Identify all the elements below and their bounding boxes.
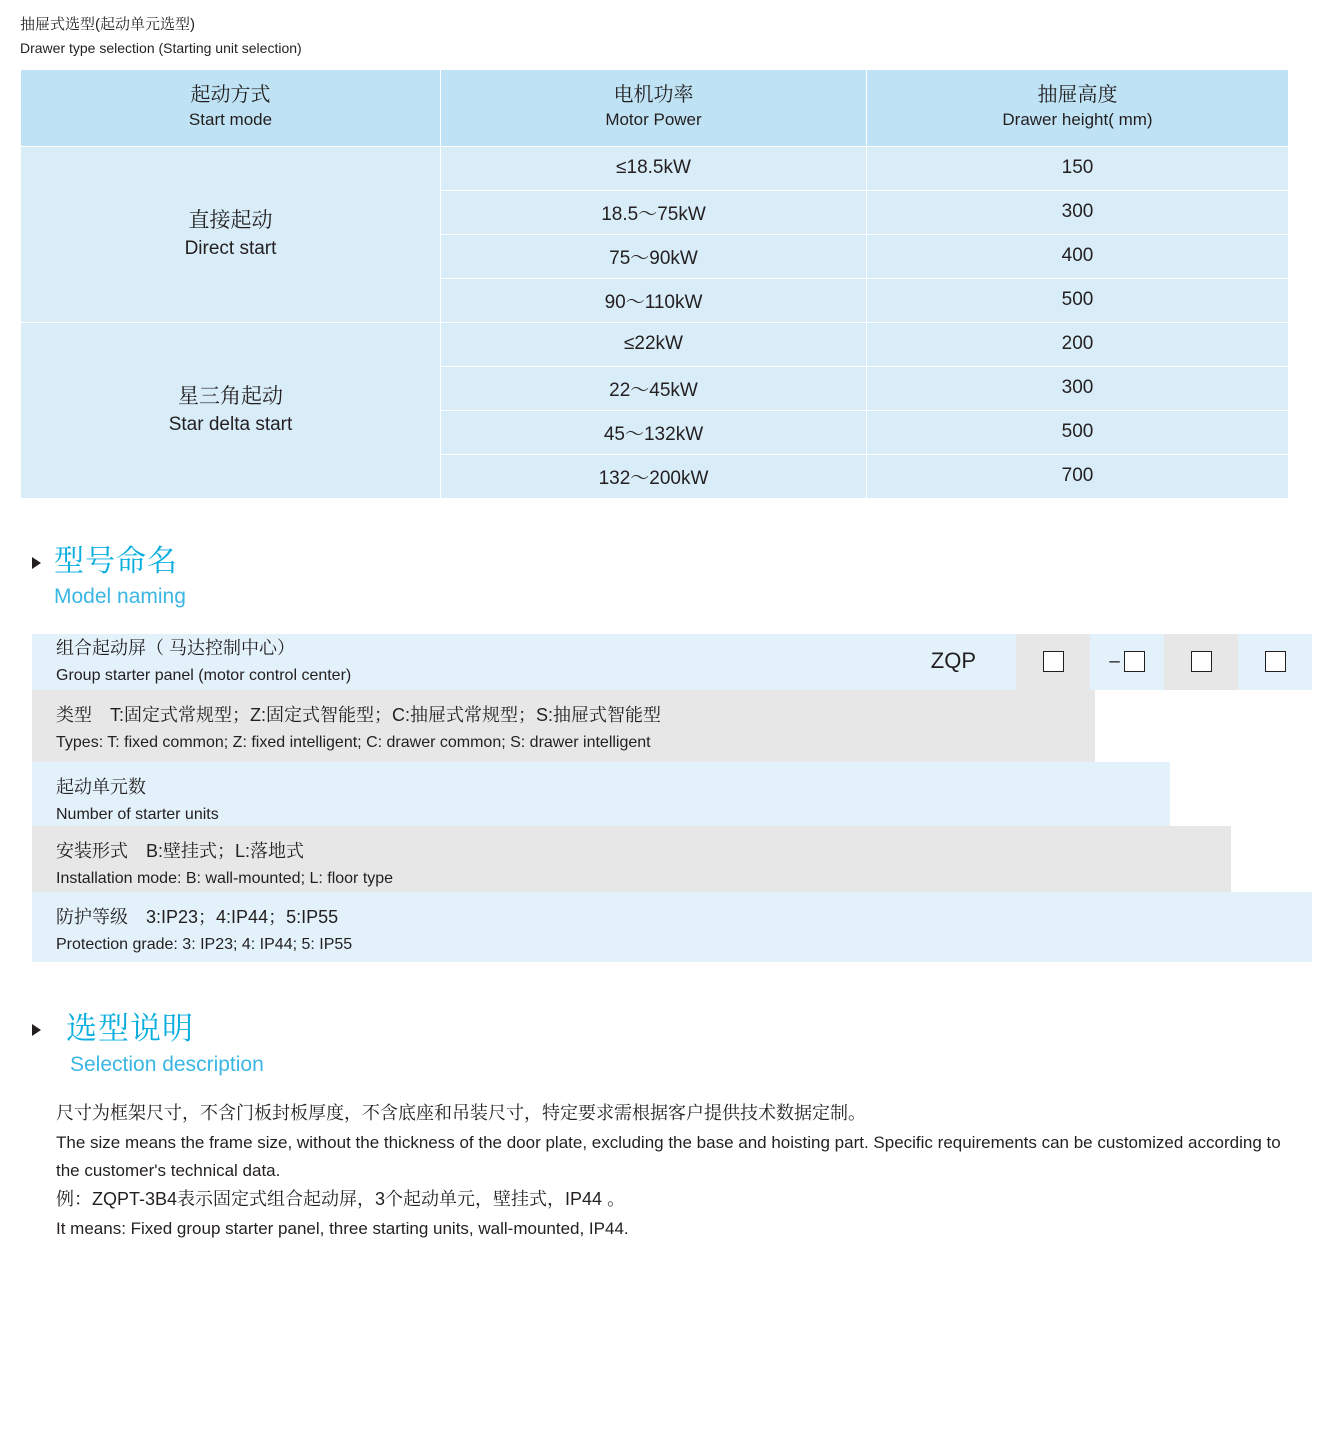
- naming-row-units-en: Number of starter units: [56, 805, 219, 823]
- section-model-naming-cn: 型号命名: [54, 544, 178, 578]
- naming-row-types-en: Types: T: fixed common; Z: fixed intelligent; C: drawer common; S: drawer intelligent: [56, 733, 651, 751]
- naming-row-protection: [32, 892, 1312, 962]
- height-cell: 700: [867, 454, 1289, 498]
- height-cell: 200: [867, 322, 1289, 366]
- mode-direct-cn: 直接起动: [188, 209, 273, 233]
- mode-direct-en: Direct start: [184, 237, 277, 259]
- height-cell: 500: [867, 410, 1289, 454]
- code-box-install[interactable]: [1191, 651, 1212, 672]
- header-start-mode: [21, 69, 441, 146]
- naming-row-types-cn: 类型 T:固定式常规型；Z:固定式智能型；C:抽屉式常规型；S:抽屉式智能型: [56, 704, 662, 725]
- section-selection-en: Selection description: [70, 1053, 264, 1077]
- triangle-bullet-icon: [32, 557, 41, 569]
- description-line2-en: It means: Fixed group starter panel, three starting units, wall-mounted, IP44.: [56, 1219, 629, 1239]
- mode-star-delta-cn: 星三角起动: [178, 385, 283, 409]
- power-cell: ≤22kW: [441, 322, 867, 366]
- section-heading-selection-description: [16, 1010, 1302, 1080]
- height-cell: 300: [867, 366, 1289, 410]
- naming-row-product-labels: [56, 635, 351, 688]
- header-motor-power-en: Motor Power: [605, 109, 702, 129]
- drawer-selection-caption: [20, 14, 1302, 59]
- power-cell: 45～132kW: [441, 410, 867, 454]
- code-box-protection-cell: [1238, 634, 1312, 690]
- naming-row-installation-cn: 安装形式 B:壁挂式；L:落地式: [56, 840, 305, 861]
- mode-star-delta-en: Star delta start: [168, 413, 293, 435]
- code-box-units-cell: [1090, 634, 1164, 690]
- height-cell: 500: [867, 278, 1289, 322]
- code-box-install-cell: [1164, 634, 1238, 690]
- header-motor-power: [441, 69, 867, 146]
- header-drawer-height-en: Drawer height( mm): [1002, 109, 1153, 129]
- power-cell: 18.5～75kW: [441, 190, 867, 234]
- description-line1-en: The size means the frame size, without the thickness of the door plate, excluding the base and hoisting part. Specific requirements can be customized according to the customer's technical data.: [56, 1133, 1281, 1180]
- section-selection-cn: 选型说明: [66, 1010, 194, 1046]
- power-cell: 75～90kW: [441, 234, 867, 278]
- triangle-bullet-icon: [32, 1024, 41, 1036]
- naming-row-product-en: Group starter panel (motor control center): [56, 666, 352, 684]
- height-cell: 150: [867, 146, 1289, 190]
- header-start-mode-en: Start mode: [188, 109, 273, 129]
- code-box-protection[interactable]: [1265, 651, 1286, 672]
- code-box-type-cell: [1016, 634, 1090, 690]
- section-heading-model-naming: [16, 543, 1302, 612]
- header-start-mode-cn: 起动方式: [190, 83, 271, 106]
- header-drawer-height-cn: 抽屉高度: [1037, 83, 1118, 106]
- model-naming-diagram: [32, 634, 1312, 962]
- table-row: [21, 146, 1289, 190]
- description-line1-cn: 尺寸为框架尺寸，不含门板封板厚度，不含底座和吊装尺寸，特定要求需根据客户提供技术数据定制。: [56, 1102, 866, 1123]
- power-cell: 22～45kW: [441, 366, 867, 410]
- power-cell: 132～200kW: [441, 454, 867, 498]
- naming-row-units: [32, 762, 1170, 826]
- height-cell: 400: [867, 234, 1289, 278]
- selection-description-text: [56, 1098, 1306, 1243]
- naming-row-product: [32, 634, 1312, 690]
- naming-row-units-cn: 起动单元数: [56, 776, 146, 797]
- naming-code-boxes: [1016, 634, 1312, 690]
- naming-row-product-cn: 组合起动屏（ 马达控制中心）: [56, 637, 295, 658]
- naming-row-protection-en: Protection grade: 3: IP23; 4: IP44; 5: IP55: [56, 935, 353, 953]
- naming-row-installation: [32, 826, 1231, 892]
- drawer-selection-table: [20, 69, 1289, 499]
- caption-english: Drawer type selection (Starting unit selection): [20, 39, 302, 56]
- mode-cell-star-delta-start: [21, 322, 441, 498]
- naming-dash: –: [1109, 650, 1120, 672]
- height-cell: 300: [867, 190, 1289, 234]
- power-cell: ≤18.5kW: [441, 146, 867, 190]
- description-line2-cn: 例：ZQPT-3B4表示固定式组合起动屏，3个起动单元，壁挂式，IP44 。: [56, 1188, 626, 1209]
- section-model-naming-en: Model naming: [54, 585, 186, 609]
- naming-row-protection-cn: 防护等级 3:IP23；4:IP44；5:IP55: [56, 906, 339, 927]
- table-header-row: [21, 69, 1289, 146]
- mode-cell-direct-start: [21, 146, 441, 322]
- header-motor-power-cn: 电机功率: [613, 83, 694, 106]
- naming-row-types: [32, 690, 1095, 762]
- table-row: [21, 322, 1289, 366]
- code-box-units[interactable]: [1124, 651, 1145, 672]
- header-drawer-height: [867, 69, 1289, 146]
- power-cell: 90～110kW: [441, 278, 867, 322]
- code-box-type[interactable]: [1043, 651, 1064, 672]
- naming-prefix-zqp: ZQP: [930, 647, 976, 673]
- naming-row-installation-en: Installation mode: B: wall-mounted; L: floor type: [56, 869, 394, 887]
- caption-chinese: 抽屉式选型(起动单元选型): [20, 16, 195, 33]
